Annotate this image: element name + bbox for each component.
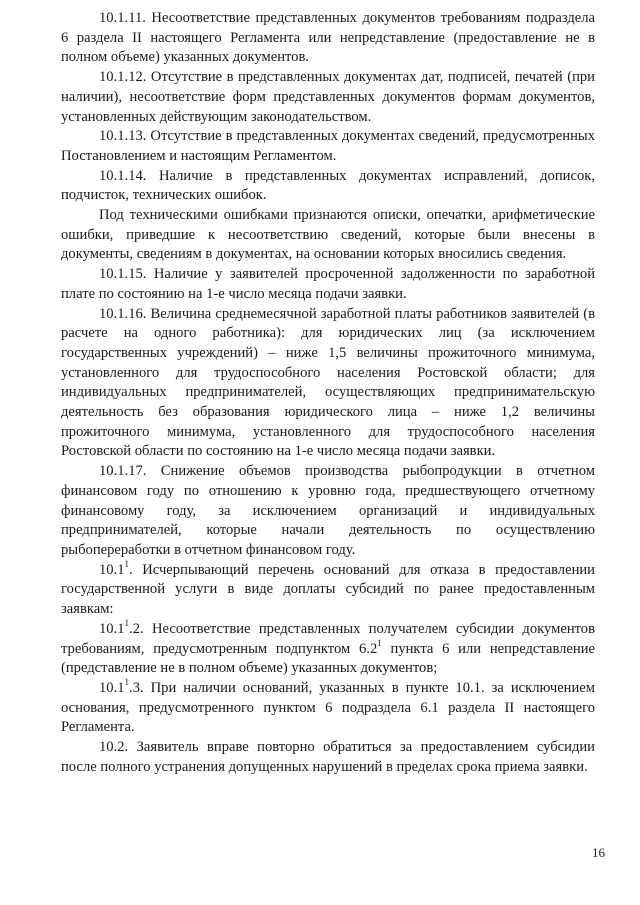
- paragraph-10-1-17: 10.1.17. Снижение объемов производства рыбопродукции в отчетном финансовом году по отношению к уровню года, предшествующего отчетному финансовому году, за исключением организаций и индивидуальных предпринимателей, которые начали деятельность по осуществлению рыбопереработки в отчетном финансовом году.: [61, 463, 595, 558]
- paragraph-10-1-15: 10.1.15. Наличие у заявителей просроченной задолженности по заработной плате по состоянию на 1-е число месяца подачи заявки.: [61, 266, 595, 302]
- paragraph-number-prefix: 10.1: [99, 620, 125, 637]
- paragraph-10-1-13: 10.1.13. Отсутствие в представленных документах сведений, предусмотренных Постановлением и настоящим Регламентом.: [61, 128, 595, 164]
- paragraph-10-1-11: 10.1.11. Несоответствие представленных документов требованиям подраздела 6 раздела II настоящего Регламента или непредставление (предоставление не в полном объеме) указанных документов.: [61, 10, 595, 66]
- paragraph-10-1-1-3: [61, 679, 595, 738]
- paragraph-10-2: 10.2. Заявитель вправе повторно обратиться за предоставлением субсидии после полного устранения допущенных нарушений в пределах срока приема заявки.: [61, 739, 595, 775]
- document-body: [61, 9, 595, 777]
- paragraph-10-1-1-2: [61, 617, 595, 679]
- paragraph-number-prefix: 10.1: [99, 561, 125, 578]
- paragraph-10-1-16: 10.1.16. Величина среднемесячной заработной платы работников заявителей (в расчете на одного работника): для юридических лиц (за исключением государственных учреждений) – ниже 1,5 величины прожиточного минимума, установленного для трудоспособного населения Ростовской области; для индивидуальных предпринимателей, осуществляющих предпринимательскую деятельность без образования юридического лица – ниже 1,2 величины прожиточного минимума, установленного для трудоспособного населения Ростовской области по состоянию на 1-е число месяца подачи заявки.: [61, 305, 595, 460]
- paragraph-text: .2. Несоответствие представленных получателем субсидии документов требованиям, предусмотренным подпунктом 6.2: [61, 620, 595, 657]
- paragraph-text-continued: пункта 6 или непредставление (представление не в полном объеме) указанных документов;: [61, 640, 595, 677]
- superscript: 1: [377, 637, 382, 648]
- page-number: 16: [592, 845, 605, 860]
- paragraph-technical-errors: Под техническими ошибками признаются описки, опечатки, арифметические ошибки, приведшие к несоответствию сведений, которые были внесены в документы, сведениям в документах, на основании которых вносились сведения.: [61, 207, 595, 263]
- paragraph-number-prefix: 10.1: [99, 679, 125, 696]
- paragraph-text: . Исчерпывающий перечень оснований для отказа в предоставлении государственной услуги в виде доплаты субсидий по ранее предоставленным заявкам:: [61, 561, 595, 618]
- paragraph-text: .3. При наличии оснований, указанных в пункте 10.1. за исключением основания, предусмотренного пунктом 6 подраздела 6.1 раздела II настоящего Регламента.: [61, 679, 595, 736]
- paragraph-10-1-14: 10.1.14. Наличие в представленных документах исправлений, дописок, подчисток, технических ошибок.: [61, 167, 595, 204]
- paragraph-10-1-1-sup: [61, 558, 595, 620]
- superscript: 1: [124, 558, 130, 569]
- superscript: 1: [124, 677, 130, 688]
- superscript: 1: [124, 617, 130, 628]
- paragraph-10-1-12: 10.1.12. Отсутствие в представленных документах дат, подписей, печатей (при наличии), несоответствие форм представленных документов формам документов, установленных действующим законодательством.: [61, 69, 595, 125]
